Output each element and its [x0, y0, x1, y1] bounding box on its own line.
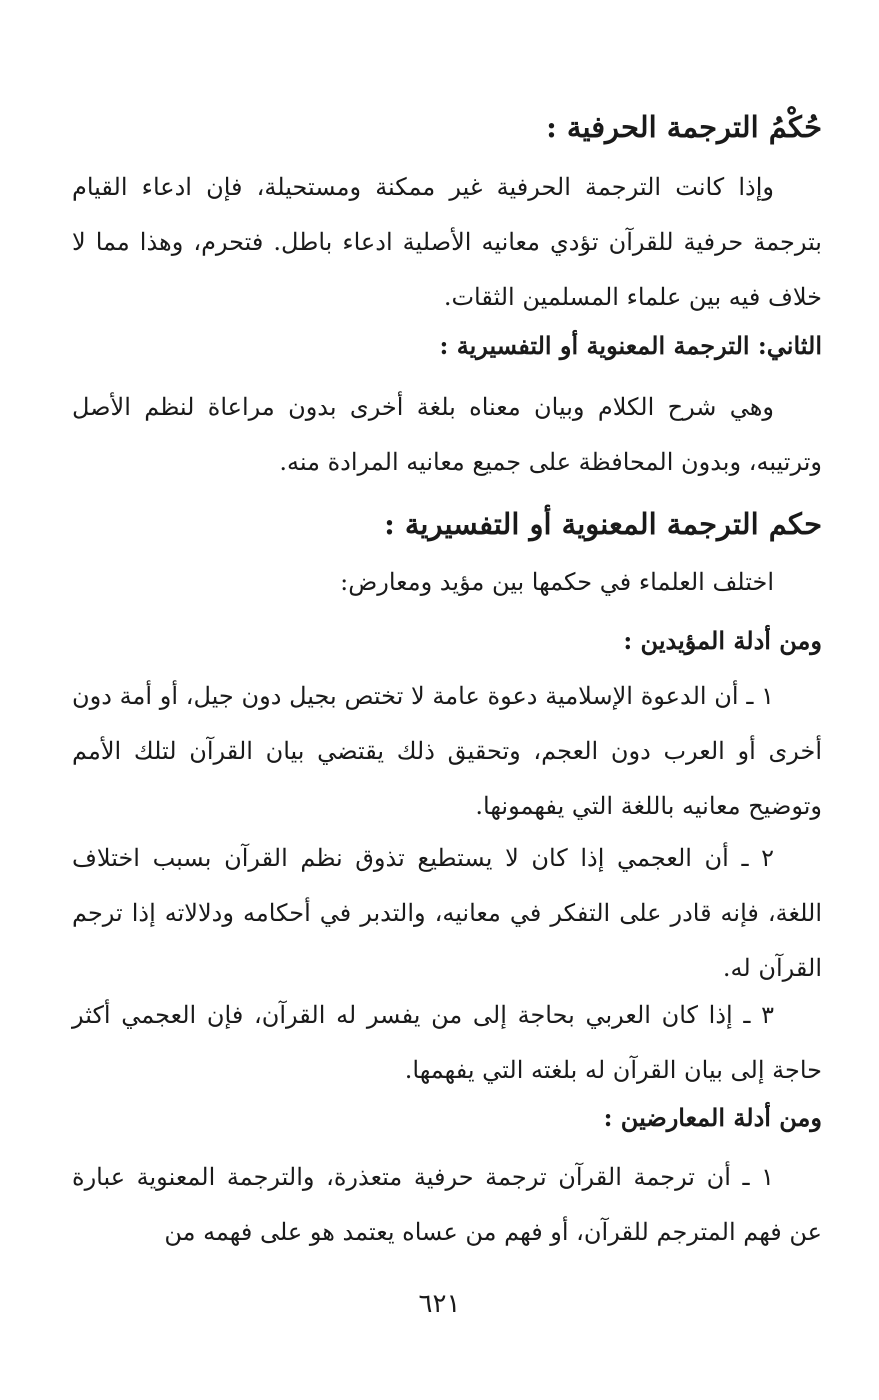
list-item-supporter-point-1: ١ ـ أن الدعوة الإسلامية دعوة عامة لا تختص بجيل دون جيل، أو أمة دون أخرى أو العرب دون العجم، وتحقيق ذلك يقتضي بيان القرآن لتلك الأمم وتوضيح معانيه باللغة التي يفهمونها. [72, 682, 822, 820]
heading-semantic-translation-ruling: حكم الترجمة المعنوية أو التفسيرية : [384, 507, 822, 541]
heading-second-type-semantic-translation: الثاني: الترجمة المعنوية أو التفسيرية : [439, 331, 822, 360]
heading-opponents-evidence: ومن أدلة المعارضين : [603, 1103, 822, 1132]
list-item-supporter-point-2: ٢ ـ أن العجمي إذا كان لا يستطيع تذوق نظم القرآن بسبب اختلاف اللغة، فإنه قادر على التفكر في معانيه، والتدبر في أحكامه ودلالاته إذا ترجم القرآن له. [72, 844, 822, 982]
heading-supporters-evidence: ومن أدلة المؤيدين : [623, 626, 822, 655]
paragraph-literal-translation-ruling: وإذا كانت الترجمة الحرفية غير ممكنة ومستحيلة، فإن ادعاء القيام بترجمة حرفية للقرآن تؤدي معانيه الأصلية ادعاء باطل. فتحرم، وهذا مما لا خلاف فيه بين علماء المسلمين الثقات. [72, 173, 822, 311]
list-item-opponent-point-1: ١ ـ أن ترجمة القرآن ترجمة حرفية متعذرة، والترجمة المعنوية عبارة عن فهم المترجم للقرآن، أو فهم من عساه يعتمد هو على فهمه من [72, 1163, 822, 1246]
list-item-supporter-point-3: ٣ ـ إذا كان العربي بحاجة إلى من يفسر له القرآن، فإن العجمي أكثر حاجة إلى بيان القرآن له بلغته التي يفهمها. [72, 1001, 822, 1084]
page-number: ٦٢١ [418, 1289, 461, 1319]
paragraph-scholars-differed: اختلف العلماء في حكمها بين مؤيد ومعارض: [340, 568, 774, 596]
paragraph-semantic-translation-definition: وهي شرح الكلام وبيان معناه بلغة أخرى بدون مراعاة لنظم الأصل وترتيبه، وبدون المحافظة على جميع معانيه المرادة منه. [72, 393, 822, 476]
heading-literal-translation-ruling: حُكْمُ الترجمة الحرفية : [546, 110, 822, 144]
